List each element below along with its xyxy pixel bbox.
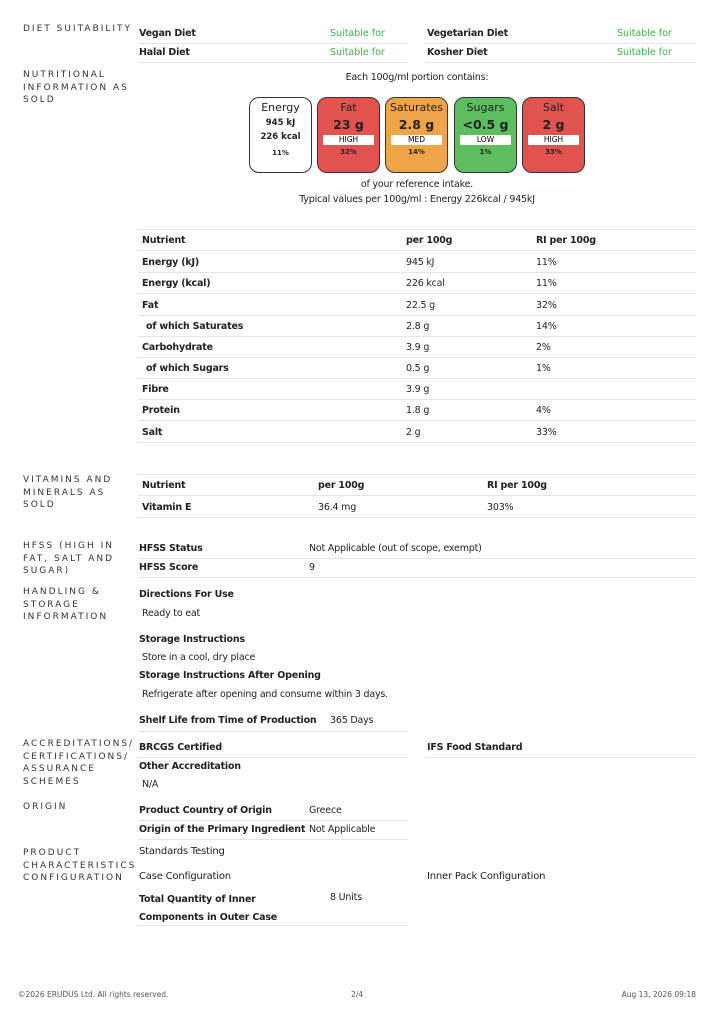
nutrient-name: Energy (kcal) [142, 278, 211, 289]
salt-value: 2 g [542, 117, 565, 132]
nutrient-name: Protein [142, 405, 180, 416]
nutrient-name: Fat [142, 300, 159, 311]
nutrient-name: Vitamin E [142, 502, 192, 513]
saturates-level: MED [391, 135, 442, 145]
header-nutrient: Nutrient [142, 235, 186, 246]
fat-level: HIGH [323, 135, 374, 145]
nutrient-ri: 11% [536, 278, 557, 289]
table-row [138, 400, 696, 421]
table-row [138, 422, 696, 443]
diet-kosher-value: Suitable for [617, 47, 672, 58]
nutrient-ri: 14% [536, 321, 557, 332]
footer-date: Aug 13, 2026 09:18 [621, 990, 696, 999]
diet-halal-value: Suitable for [330, 47, 385, 58]
nutrient-name: Carbohydrate [142, 342, 213, 353]
portion-text: Each 100g/ml portion contains: [345, 72, 489, 83]
diet-halal-label: Halal Diet [139, 47, 190, 58]
saturates-value: 2.8 g [398, 117, 435, 132]
nutrient-value: 226 kcal [406, 278, 445, 289]
inner-config-label: Inner Pack Configuration [427, 871, 546, 882]
header-nutrient: Nutrient [142, 480, 186, 491]
storage-value: Store in a cool, dry place [142, 652, 256, 663]
section-label-origin: ORIGIN [23, 802, 68, 812]
reference-intake-text: of your reference intake. [360, 179, 474, 190]
table-row [138, 358, 696, 379]
divider [138, 757, 408, 758]
fat-pct: 32% [340, 148, 357, 156]
divider [425, 43, 696, 44]
divider [425, 757, 696, 758]
diet-kosher-label: Kosher Diet [427, 47, 488, 58]
after-opening-value: Refrigerate after opening and consume within 3 days. [142, 689, 388, 700]
traffic-light-salt [522, 97, 585, 173]
divider [425, 62, 696, 63]
nutrient-ri: 4% [536, 405, 551, 416]
hfss-status-label: HFSS Status [139, 543, 203, 554]
other-accreditation-label: Other Accreditation [139, 761, 241, 772]
sugars-value: <0.5 g [462, 117, 509, 132]
table-row [138, 252, 696, 273]
diet-vegetarian-label: Vegetarian Diet [427, 28, 509, 39]
table-row [138, 273, 696, 294]
hfss-score-label: HFSS Score [139, 562, 199, 573]
nutrient-value: 2 g [406, 427, 421, 438]
table-row [138, 337, 696, 358]
table-row [138, 295, 696, 316]
header-ri: RI per 100g [487, 480, 547, 491]
section-label-diet: DIET SUITABILITY [23, 24, 133, 34]
nutrient-ri: 1% [536, 363, 551, 374]
nutrient-ri: 2% [536, 342, 551, 353]
section-label-handling: HANDLING & STORAGE INFORMATION [23, 587, 109, 622]
case-config-label: Case Configuration [139, 871, 231, 882]
nutrient-name: of which Saturates [146, 321, 244, 332]
directions-label: Directions For Use [139, 589, 234, 600]
salt-level: HIGH [528, 135, 579, 145]
country-origin-label: Product Country of Origin [139, 805, 272, 816]
nutrient-ri: 32% [536, 300, 557, 311]
salt-pct: 33% [545, 148, 562, 156]
vitamins-table-header [138, 475, 696, 496]
brc-label: BRCGS Certified [139, 742, 223, 753]
nutrient-name: Fibre [142, 384, 169, 395]
energy-kj: 945 kJ [265, 118, 296, 128]
energy-pct: 11% [272, 149, 289, 157]
table-row [138, 316, 696, 337]
diet-vegetarian-value: Suitable for [617, 28, 672, 39]
nutrient-ri: 11% [536, 257, 557, 268]
energy-name: Energy [261, 101, 300, 114]
other-accreditation-value: N/A [142, 779, 159, 790]
total-quantity-value: 8 Units [330, 892, 362, 903]
nutrient-value: 22.5 g [406, 300, 436, 311]
nutrient-value: 36.4 mg [318, 502, 357, 513]
nutrient-value: 945 kJ [406, 257, 435, 268]
nutrient-value: 2.8 g [406, 321, 430, 332]
section-label-hfss: HFSS (HIGH IN FAT, SALT AND SUGAR) [23, 541, 115, 576]
section-label-vitamins: VITAMINS AND MINERALS AS SOLD [23, 475, 113, 510]
diet-vegan-value: Suitable for [330, 28, 385, 39]
nutrient-ri: 303% [487, 502, 514, 513]
nutrient-name: Energy (kJ) [142, 257, 200, 268]
header-per100g: per 100g [406, 235, 453, 246]
after-opening-label: Storage Instructions After Opening [139, 670, 321, 681]
nutrient-value: 0.5 g [406, 363, 430, 374]
divider [138, 820, 408, 821]
nutrient-value: 1.8 g [406, 405, 430, 416]
divider [138, 577, 696, 578]
divider [138, 731, 408, 732]
shelf-life-value: 365 Days [330, 715, 374, 726]
divider [138, 62, 408, 63]
traffic-light-energy [249, 97, 312, 173]
divider [138, 43, 408, 44]
footer-copyright: ©2026 ERUDUS Ltd. All rights reserved. [18, 990, 169, 999]
shelf-life-label: Shelf Life from Time of Production [139, 715, 317, 726]
nutrient-value: 3.9 g [406, 384, 430, 395]
section-label-nutrition: NUTRITIONAL INFORMATION AS SOLD [23, 70, 129, 105]
table-row [138, 379, 696, 400]
storage-label: Storage Instructions [139, 634, 245, 645]
ifs-label: IFS Food Standard [427, 742, 523, 753]
salt-name: Salt [542, 101, 565, 114]
nutrition-table-header [138, 230, 696, 251]
table-row [138, 497, 696, 518]
standards-testing-label: Standards Testing [139, 846, 225, 857]
fat-name: Fat [340, 101, 357, 114]
primary-origin-label: Origin of the Primary Ingredient [139, 824, 306, 835]
typical-values-text: Typical values per 100g/ml : Energy 226kcal / 945kJ [299, 194, 535, 205]
fat-value: 23 g [333, 117, 364, 132]
header-per100g: per 100g [318, 480, 365, 491]
divider [138, 558, 696, 559]
sugars-pct: 1% [479, 148, 492, 156]
section-label-accreditations: ACCREDITATIONS/ CERTIFICATIONS/ ASSURANCE SCHEMES [23, 739, 135, 787]
divider [138, 925, 408, 926]
traffic-light-fat [317, 97, 380, 173]
nutrient-name: of which Sugars [146, 363, 229, 374]
saturates-pct: 14% [408, 148, 425, 156]
primary-origin-value: Not Applicable [309, 824, 376, 835]
country-origin-value: Greece [309, 805, 342, 816]
sugars-level: LOW [460, 135, 511, 145]
divider [138, 839, 408, 840]
directions-value: Ready to eat [142, 608, 201, 619]
sugars-name: Sugars [466, 101, 505, 114]
energy-kcal: 226 kcal [260, 132, 301, 142]
nutrient-ri: 33% [536, 427, 557, 438]
hfss-status-value: Not Applicable (out of scope, exempt) [309, 543, 482, 554]
nutrient-value: 3.9 g [406, 342, 430, 353]
header-ri: RI per 100g [536, 235, 596, 246]
total-quantity-label: Total Quantity of Inner Components in Outer Case [139, 894, 278, 923]
diet-vegan-label: Vegan Diet [139, 28, 196, 39]
hfss-score-value: 9 [309, 562, 315, 573]
nutrient-name: Salt [142, 427, 163, 438]
traffic-light-sugars [454, 97, 517, 173]
footer-page-number: 2/4 [351, 990, 364, 999]
traffic-light-saturates [385, 97, 448, 173]
saturates-name: Saturates [389, 101, 444, 114]
section-label-product: PRODUCT CHARACTERISTICS CONFIGURATION [23, 848, 137, 883]
